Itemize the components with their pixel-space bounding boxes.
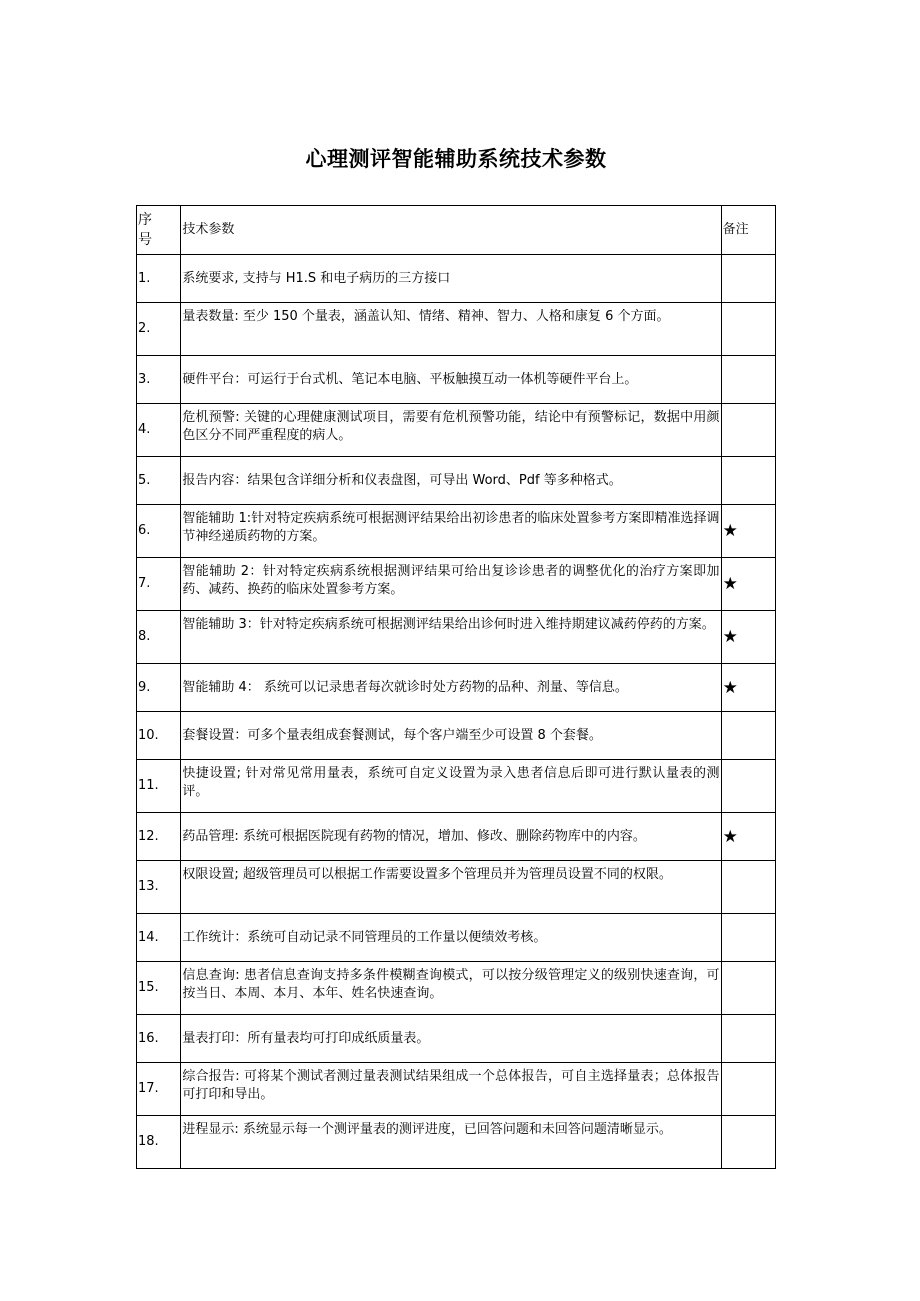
row-number: 6. [137, 505, 181, 558]
row-note [721, 914, 775, 962]
table-row [137, 611, 776, 664]
table-header-row [137, 206, 776, 255]
table-row [137, 1015, 776, 1063]
row-spec: 危机预警: 关键的心理健康测试项目，需要有危机预警功能，结论中有预警标记，数据中用颜色区分不同严重程度的病人。 [181, 404, 721, 457]
row-note [721, 303, 775, 356]
row-spec: 进程显示: 系统显示每一个测评量表的测评进度，已回答问题和未回答问题清晰显示。 [181, 1116, 721, 1169]
row-note [721, 356, 775, 404]
row-spec: 智能辅助 1:针对特定疾病系统可根据测评结果给出初诊患者的临床处置参考方案即精准选择调节神经递质药物的方案。 [181, 505, 721, 558]
table-row [137, 712, 776, 760]
row-note [721, 962, 775, 1015]
row-number: 3. [137, 356, 181, 404]
row-number: 1. [137, 255, 181, 303]
row-spec: 套餐设置：可多个量表组成套餐测试，每个客户端至少可设置 8 个套餐。 [181, 712, 721, 760]
row-number: 11. [137, 760, 181, 813]
table-row [137, 1116, 776, 1169]
row-number: 4. [137, 404, 181, 457]
document-title: 心理测评智能辅助系统技术参数 [305, 147, 607, 171]
table-row [137, 255, 776, 303]
row-spec: 权限设置; 超级管理员可以根据工作需要设置多个管理员并为管理员设置不同的权限。 [181, 861, 721, 914]
table-row [137, 760, 776, 813]
table-row [137, 505, 776, 558]
table-row [137, 813, 776, 861]
row-note [721, 457, 775, 505]
row-spec: 信息查询: 患者信息查询支持多条件模糊查询模式，可以按分级管理定义的级别快速查询，可按当日、本周、本月、本年、姓名快速查询。 [181, 962, 721, 1015]
table-row [137, 356, 776, 404]
header-no-cell [137, 206, 181, 255]
row-number: 15. [137, 962, 181, 1015]
header-note: 备注 [722, 222, 749, 237]
row-spec: 快捷设置; 针对常见常用量表，系统可自定义设置为录入患者信息后即可进行默认量表的测评。 [181, 760, 721, 813]
row-note [721, 1116, 775, 1169]
row-number: 18. [137, 1116, 181, 1169]
row-spec: 系统要求, 支持与 H1.S 和电子病历的三方接口 [181, 255, 721, 303]
table-row [137, 404, 776, 457]
table-row [137, 558, 776, 611]
row-note [721, 404, 775, 457]
row-spec: 硬件平台：可运行于台式机、笔记本电脑、平板触摸互动一体机等硬件平台上。 [181, 356, 721, 404]
row-number: 9. [137, 664, 181, 712]
row-note [721, 1015, 775, 1063]
table-row [137, 962, 776, 1015]
header-spec: 技术参数 [182, 222, 235, 237]
row-spec: 量表数量: 至少 150 个量表，涵盖认知、情绪、精神、智力、人格和康复 6 个方面。 [181, 303, 721, 356]
row-note [721, 1063, 775, 1116]
row-number: 16. [137, 1015, 181, 1063]
star-icon: ★ [721, 558, 775, 611]
star-icon: ★ [721, 505, 775, 558]
star-icon: ★ [721, 664, 775, 712]
row-number: 2. [137, 303, 181, 356]
table-row [137, 861, 776, 914]
row-number: 13. [137, 861, 181, 914]
header-no: 序号 [138, 212, 152, 248]
row-spec: 智能辅助 2：针对特定疾病系统根据测评结果可给出复诊诊患者的调整优化的治疗方案即加药、减药、换药的临床处置参考方案。 [181, 558, 721, 611]
row-spec: 综合报告: 可将某个测试者测过量表测试结果组成一个总体报告，可自主选择量表；总体报告可打印和导出。 [181, 1063, 721, 1116]
row-spec: 智能辅助 3：针对特定疾病系统可根据测评结果给出诊何时进入维持期建议减药停药的方案。 [181, 611, 721, 664]
row-number: 10. [137, 712, 181, 760]
row-number: 8. [137, 611, 181, 664]
row-note [721, 760, 775, 813]
table-row [137, 664, 776, 712]
row-spec: 量表打印：所有量表均可打印成纸质量表。 [181, 1015, 721, 1063]
spec-table [136, 205, 776, 1169]
spec-table-body [137, 206, 776, 1169]
table-row [137, 1063, 776, 1116]
row-spec: 药品管理: 系统可根据医院现有药物的情况，增加、修改、删除药物库中的内容。 [181, 813, 721, 861]
row-spec: 智能辅助 4： 系统可以记录患者每次就诊时处方药物的品种、剂量、等信息。 [181, 664, 721, 712]
row-number: 5. [137, 457, 181, 505]
star-icon: ★ [721, 611, 775, 664]
table-row [137, 457, 776, 505]
header-note-cell [721, 206, 775, 255]
row-number: 7. [137, 558, 181, 611]
row-number: 14. [137, 914, 181, 962]
table-row [137, 303, 776, 356]
star-icon: ★ [721, 813, 775, 861]
row-note [721, 861, 775, 914]
row-spec: 工作统计：系统可自动记录不同管理员的工作量以便绩效考核。 [181, 914, 721, 962]
table-row [137, 914, 776, 962]
row-number: 12. [137, 813, 181, 861]
row-note [721, 712, 775, 760]
row-note [721, 255, 775, 303]
header-spec-cell [181, 206, 721, 255]
row-spec: 报告内容：结果包含详细分析和仪表盘图，可导出 Word、Pdf 等多种格式。 [181, 457, 721, 505]
row-number: 17. [137, 1063, 181, 1116]
